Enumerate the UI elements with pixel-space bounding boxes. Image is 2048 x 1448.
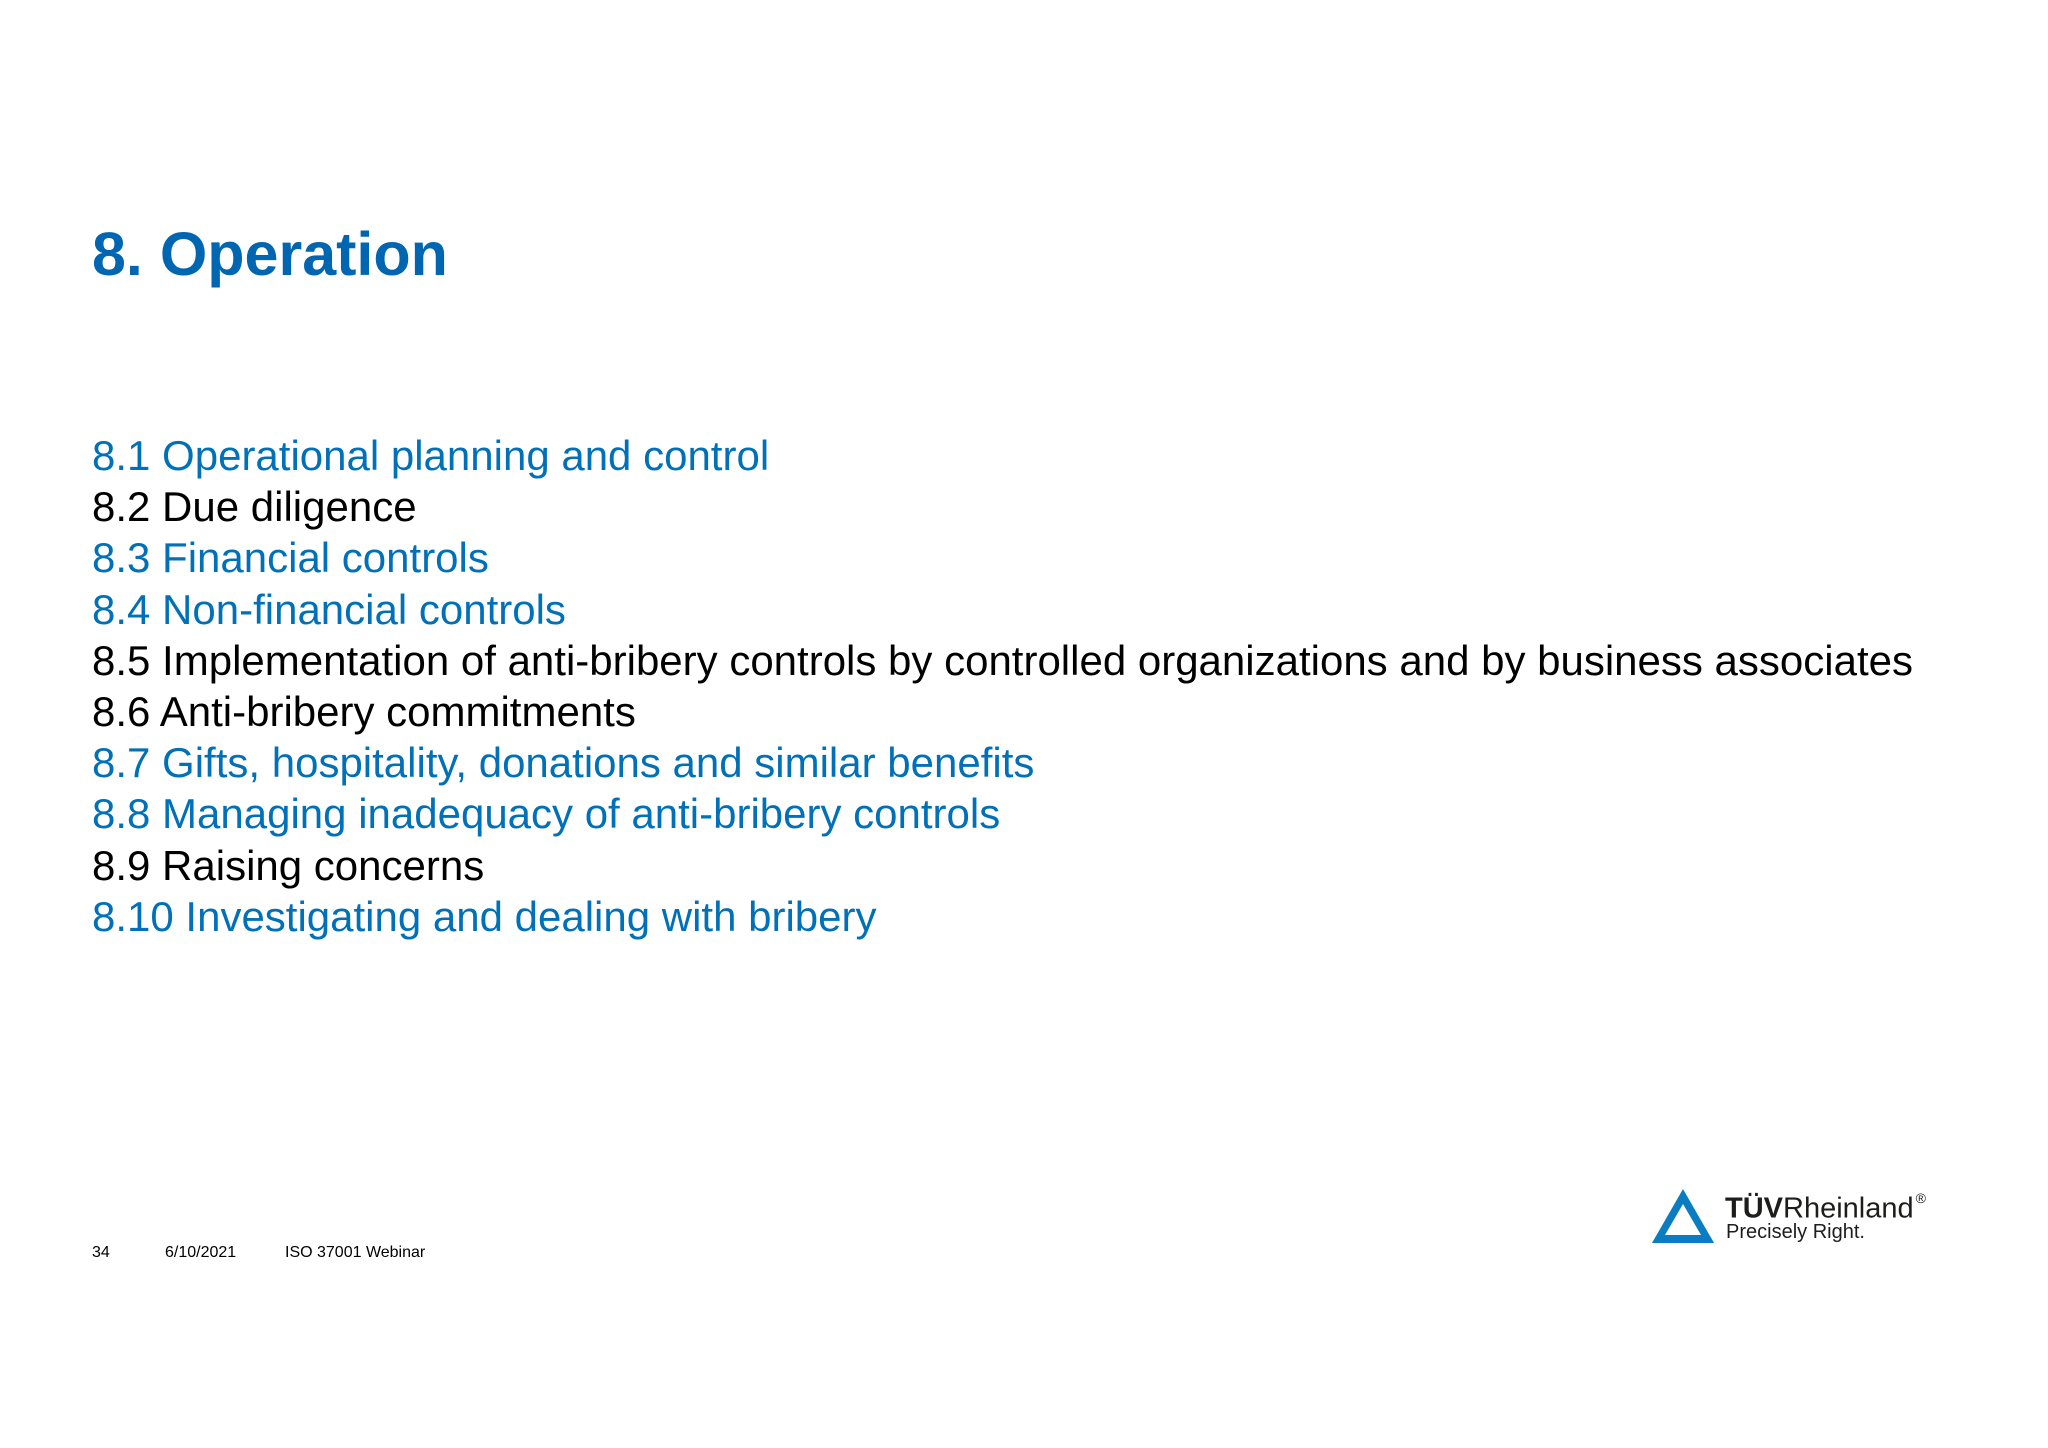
registered-mark: ® xyxy=(1915,1190,1926,1206)
list-item: 8.9 Raising concerns xyxy=(92,841,485,889)
list-item: 8.2 Due diligence xyxy=(92,483,417,531)
triangle-logo-icon xyxy=(1650,1187,1716,1247)
list-item: 8.5 Implementation of anti-bribery controls by controlled organizations and by business associates xyxy=(92,636,1913,684)
logo-tagline: Precisely Right. xyxy=(1726,1221,1865,1243)
list-item: 8.8 Managing inadequacy of anti-bribery controls xyxy=(92,790,1001,838)
footer-page-number: 34 xyxy=(92,1244,110,1261)
slide-title: 8. Operation xyxy=(92,220,448,288)
list-item: 8.1 Operational planning and control xyxy=(92,432,770,479)
tuv-rheinland-logo xyxy=(1650,1182,1970,1262)
list-item: 8.10 Investigating and dealing with bribery xyxy=(92,892,877,940)
list-item: 8.7 Gifts, hospitality, donations and similar benefits xyxy=(92,739,1035,787)
logo-brand-regular: Rheinland xyxy=(1783,1192,1914,1225)
logo-brand-bold: TÜV xyxy=(1725,1192,1783,1225)
list-item: 8.3 Financial controls xyxy=(92,534,489,582)
list-item: 8.6 Anti-bribery commitments xyxy=(92,687,636,735)
section-list xyxy=(92,430,1913,942)
list-item: 8.4 Non-financial controls xyxy=(92,585,566,633)
footer-event-name: ISO 37001 Webinar xyxy=(285,1244,426,1261)
footer-date: 6/10/2021 xyxy=(165,1244,237,1261)
